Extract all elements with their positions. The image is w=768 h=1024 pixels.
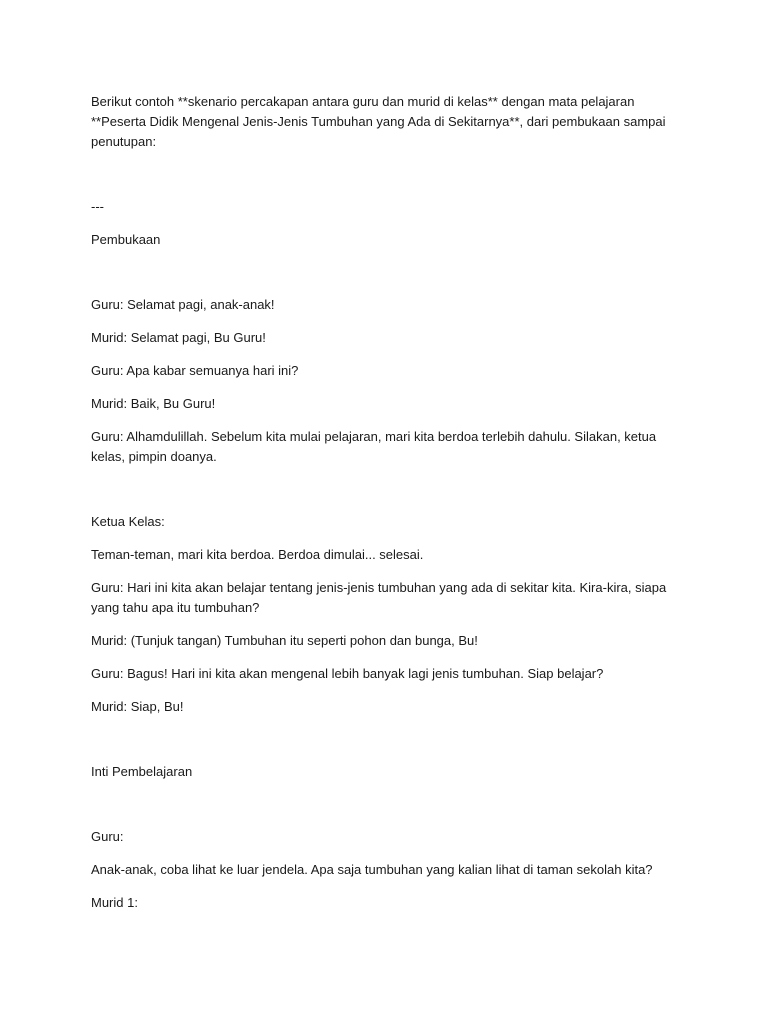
dialogue-line: Murid: Baik, Bu Guru! — [91, 396, 216, 411]
dialogue-line: Murid: (Tunjuk tangan) Tumbuhan itu seperti pohon dan bunga, Bu! — [91, 633, 478, 648]
speaker-label-student-1: Murid 1: — [91, 895, 138, 910]
speaker-label-class-leader: Ketua Kelas: — [91, 514, 165, 529]
dialogue-line: Guru: Bagus! Hari ini kita akan mengenal lebih banyak lagi jenis tumbuhan. Siap belajar? — [91, 666, 604, 681]
speaker-label-teacher: Guru: — [91, 829, 124, 844]
dialogue-line: Guru: Hari ini kita akan belajar tentang jenis-jenis tumbuhan yang ada di sekitar kita. Kira-kira, siapa yang tahu apa itu tumbuhan? — [91, 580, 667, 615]
section-heading-core: Inti Pembelajaran — [91, 764, 193, 779]
dialogue-line: Murid: Siap, Bu! — [91, 699, 184, 714]
dialogue-line: Teman-teman, mari kita berdoa. Berdoa dimulai... selesai. — [91, 547, 424, 562]
separator-line: --- — [91, 199, 104, 214]
dialogue-line: Guru: Apa kabar semuanya hari ini? — [91, 363, 299, 378]
document-body — [91, 92, 671, 913]
dialogue-line: Guru: Alhamdulillah. Sebelum kita mulai pelajaran, mari kita berdoa terlebih dahulu. Silakan, ketua kelas, pimpin doanya. — [91, 429, 657, 464]
dialogue-line: Anak-anak, coba lihat ke luar jendela. Apa saja tumbuhan yang kalian lihat di taman sekolah kita? — [91, 862, 653, 877]
intro-paragraph: Berikut contoh **skenario percakapan antara guru dan murid di kelas** dengan mata pelajaran **Peserta Didik Mengenal Jenis-Jenis Tumbuhan yang Ada di Sekitarnya**, dari pembukaan sampai penutupan: — [91, 94, 666, 149]
section-heading-opening: Pembukaan — [91, 232, 161, 247]
dialogue-line: Murid: Selamat pagi, Bu Guru! — [91, 330, 266, 345]
dialogue-line: Guru: Selamat pagi, anak-anak! — [91, 297, 275, 312]
